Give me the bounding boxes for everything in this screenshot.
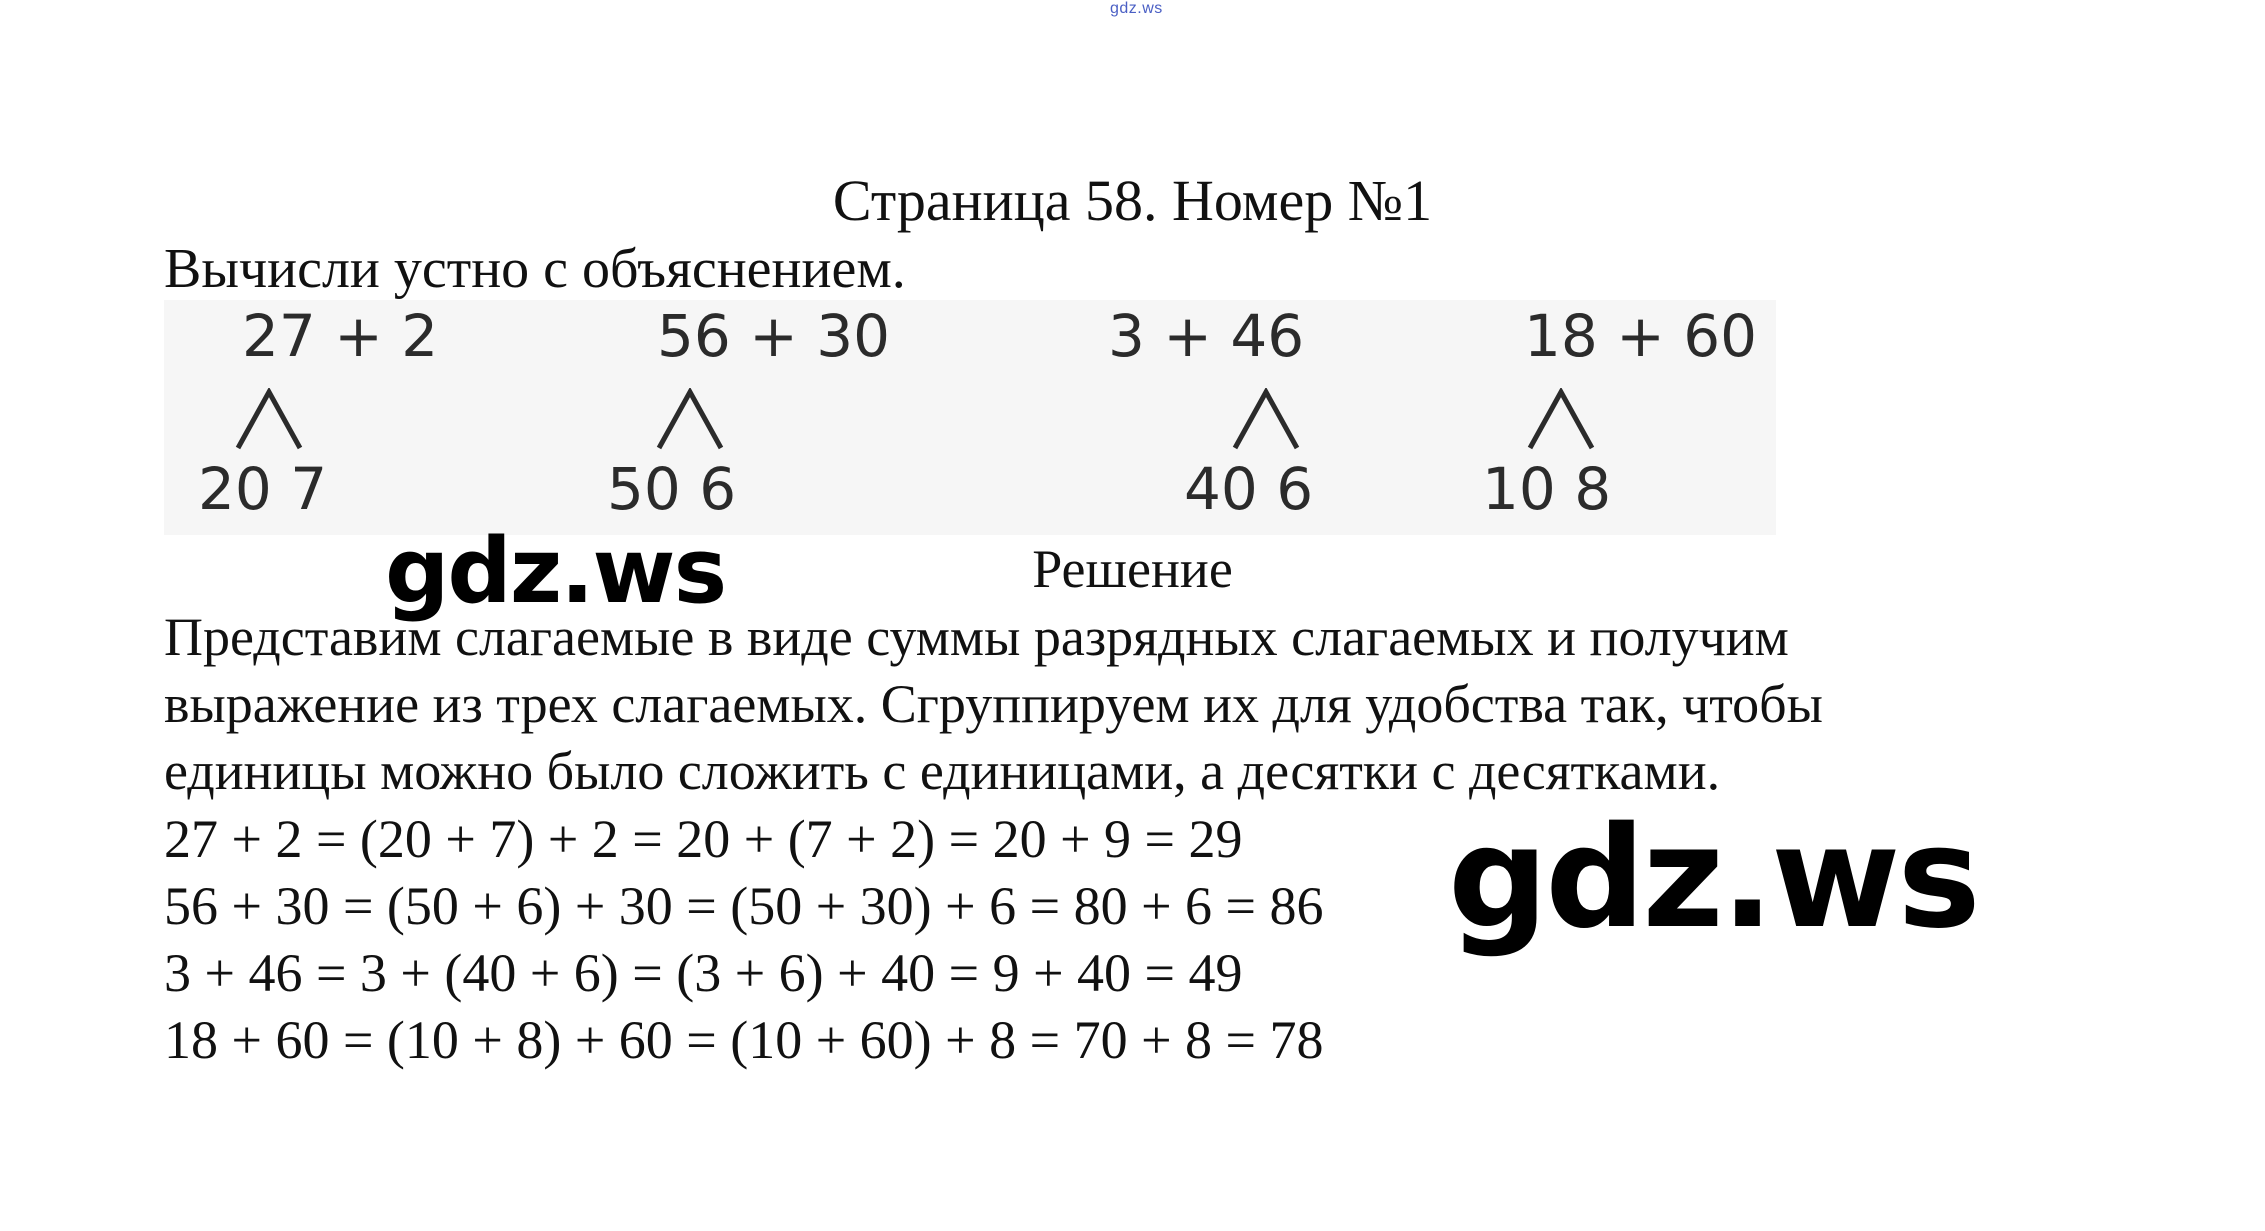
top-watermark-link[interactable]: gdz.ws (1110, 0, 1163, 17)
decomposition-branch-icon (1231, 388, 1301, 450)
exercise-expression: 27 + 2 (242, 302, 439, 370)
exercise-expression: 3 + 46 (1108, 302, 1305, 370)
solution-explanation (164, 604, 1823, 805)
exercise-parts: 20 7 (198, 455, 328, 523)
exercise-parts: 10 8 (1482, 455, 1612, 523)
exercise-parts: 40 6 (1184, 455, 1314, 523)
exercise-expression: 18 + 60 (1524, 302, 1758, 370)
explanation-line: Представим слагаемые в виде суммы разрядных слагаемых и получим (164, 607, 1789, 667)
explanation-line: выражение из трех слагаемых. Сгруппируем их для удобства так, чтобы (164, 674, 1823, 734)
equation-line: 56 + 30 = (50 + 6) + 30 = (50 + 30) + 6 = 80 + 6 = 86 (164, 876, 1324, 936)
task-text: Вычисли устно с объяснением. (164, 238, 906, 300)
exercise-image (164, 300, 1776, 535)
watermark: gdz.ws (385, 519, 726, 624)
exercise-parts: 50 6 (607, 455, 737, 523)
page-title: Страница 58. Номер №1 (832, 168, 1433, 233)
decomposition-branch-icon (655, 388, 725, 450)
explanation-line: единицы можно было сложить с единицами, а десятки с десятками. (164, 741, 1721, 801)
decomposition-branch-icon (234, 388, 304, 450)
equation-line: 27 + 2 = (20 + 7) + 2 = 20 + (7 + 2) = 20 + 9 = 29 (164, 809, 1243, 869)
solution-equations (164, 806, 1323, 1074)
exercise-expression: 56 + 30 (657, 302, 891, 370)
solution-heading: Решение (1032, 539, 1233, 599)
watermark: gdz.ws (1448, 797, 1978, 960)
decomposition-branch-icon (1526, 388, 1596, 450)
equation-line: 18 + 60 = (10 + 8) + 60 = (10 + 60) + 8 = 70 + 8 = 78 (164, 1010, 1324, 1070)
equation-line: 3 + 46 = 3 + (40 + 6) = (3 + 6) + 40 = 9 + 40 = 49 (164, 943, 1243, 1003)
